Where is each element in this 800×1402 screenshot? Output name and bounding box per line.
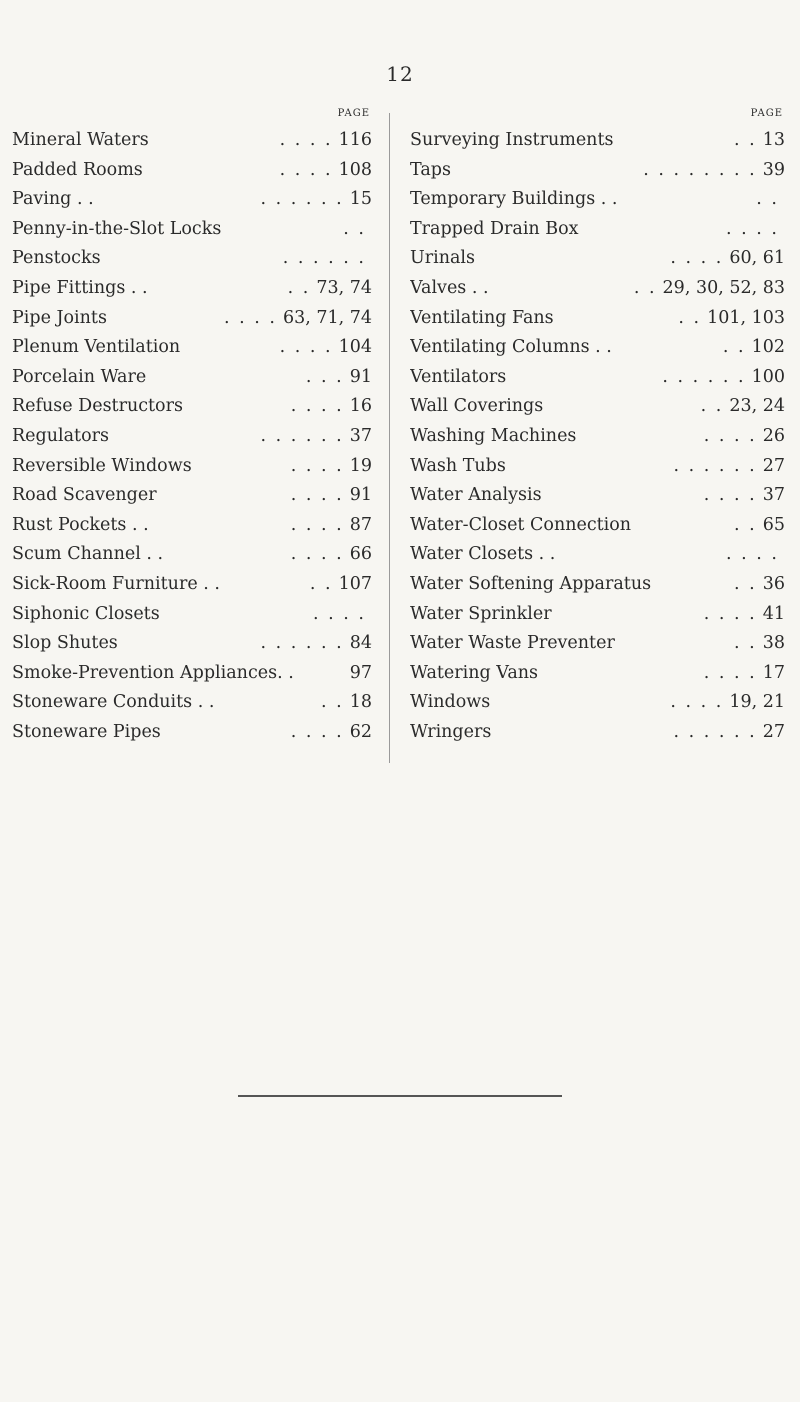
- entry-name: Plenum Ventilation: [12, 337, 181, 358]
- index-entry: [12, 604, 372, 634]
- index-entry: [12, 367, 372, 397]
- index-entry: [410, 130, 785, 160]
- entry-page-numbers: 91: [349, 485, 372, 506]
- index-entry: [410, 692, 785, 722]
- dot-leader: . . . .: [726, 544, 779, 565]
- entry-name: Watering Vans: [410, 662, 539, 683]
- entry-name: Pipe Fittings . .: [12, 277, 148, 298]
- entry-page-numbers: 104: [338, 337, 372, 358]
- dot-leader: . .: [700, 396, 724, 417]
- entry-name: Road Scavenger: [12, 485, 157, 506]
- index-entry: [12, 130, 372, 160]
- entry-page-numbers: 23, 24: [729, 396, 785, 417]
- entry-name: Ventilators: [410, 366, 507, 387]
- dot-leader: . . . . . .: [662, 366, 746, 387]
- entry-name: Paving . .: [12, 189, 94, 210]
- entry-name: Urinals: [410, 248, 475, 269]
- index-entry: [12, 515, 372, 545]
- entry-page-numbers: 16: [349, 396, 372, 417]
- entry-name: Smoke-Prevention Appliances. .: [12, 662, 294, 683]
- dot-leader: . . . . . . . .: [643, 159, 757, 180]
- index-entry: [12, 189, 372, 219]
- entry-name: Temporary Buildings . .: [410, 189, 618, 210]
- entry-page-numbers: 15: [349, 189, 372, 210]
- entry-name: Sick-Room Furniture . .: [12, 573, 220, 594]
- entry-page-numbers: 38: [762, 633, 785, 654]
- entry-name: Penny-in-the-Slot Locks: [12, 218, 222, 239]
- dot-leader: . . . .: [279, 337, 333, 358]
- dot-leader: . .: [734, 130, 757, 150]
- dot-leader: . .: [734, 573, 757, 594]
- dot-leader: . . . .: [290, 544, 344, 565]
- entry-page-numbers: 101, 103: [707, 307, 785, 328]
- entry-page-numbers: 66: [349, 544, 372, 565]
- entry-name: Ventilating Columns . .: [410, 337, 612, 358]
- entry-name: Mineral Waters: [12, 130, 149, 150]
- entry-name: Water Waste Preventer: [410, 633, 615, 654]
- entry-name: Ventilating Fans: [410, 307, 554, 328]
- dot-leader: . . . .: [223, 307, 277, 328]
- entry-page-numbers: 107: [338, 573, 372, 594]
- entry-name: Rust Pockets . .: [12, 514, 149, 535]
- index-entry: [12, 692, 372, 722]
- dot-leader: . . . . . .: [282, 248, 366, 269]
- index-entry: [12, 544, 372, 574]
- dot-leader: . . . .: [726, 218, 779, 239]
- entry-page-numbers: 62: [349, 721, 372, 742]
- index-entry: [410, 367, 785, 397]
- dot-leader: . . . .: [313, 603, 366, 624]
- entry-name: Surveying Instruments: [410, 130, 614, 150]
- entry-name: Scum Channel . .: [12, 544, 164, 565]
- entry-name: Wall Coverings: [410, 396, 544, 417]
- dot-leader: . .: [734, 633, 757, 654]
- entry-name: Padded Rooms: [12, 159, 143, 180]
- dot-leader: . . . .: [703, 662, 757, 683]
- dot-leader: . . . . . .: [260, 633, 344, 654]
- index-entry: [12, 396, 372, 426]
- entry-name: Refuse Destructors: [12, 396, 183, 417]
- entry-name: Stoneware Conduits . .: [12, 692, 215, 713]
- dot-leader: . . . .: [290, 485, 344, 506]
- dot-leader: . . . .: [290, 455, 344, 476]
- entry-page-numbers: 63, 71, 74: [282, 307, 372, 328]
- entry-page-numbers: 73, 74: [316, 277, 372, 298]
- entry-page-numbers: 102: [751, 337, 785, 358]
- index-entry: [12, 574, 372, 604]
- entry-page-numbers: 116: [338, 130, 372, 150]
- dot-leader: . . . . . .: [673, 455, 757, 476]
- index-entry: [410, 456, 785, 486]
- entry-page-numbers: 41: [762, 603, 785, 624]
- index-entry: [410, 337, 785, 367]
- entry-name: Valves . .: [410, 277, 489, 298]
- index-column-right: [410, 108, 785, 751]
- index-entry-list: [12, 130, 372, 751]
- column-divider: [389, 113, 390, 763]
- dot-leader: . . . .: [670, 248, 724, 269]
- index-entry: [12, 485, 372, 515]
- page-column-heading: PAGE: [337, 108, 370, 119]
- index-entry: [410, 396, 785, 426]
- index-entry: [410, 248, 785, 278]
- dot-leader: . .: [633, 277, 657, 298]
- entry-name: Wringers: [410, 721, 492, 742]
- entry-page-numbers: 26: [762, 425, 785, 446]
- index-entry: [12, 426, 372, 456]
- index-entry: [410, 160, 785, 190]
- dot-leader: . . . . . .: [673, 721, 757, 742]
- entry-page-numbers: 100: [751, 366, 785, 387]
- index-entry: [12, 456, 372, 486]
- index-entry: [410, 308, 785, 338]
- index-entry: [12, 663, 372, 693]
- entry-page-numbers: 36: [762, 573, 785, 594]
- entry-page-numbers: 37: [349, 425, 372, 446]
- dot-leader: . .: [309, 573, 333, 594]
- entry-page-numbers: 108: [338, 159, 372, 180]
- index-entry: [410, 278, 785, 308]
- entry-page-numbers: 27: [762, 721, 785, 742]
- entry-page-numbers: 87: [349, 514, 372, 535]
- dot-leader: . .: [734, 514, 757, 535]
- dot-leader: . . . .: [703, 603, 757, 624]
- dot-leader: . . .: [305, 366, 344, 387]
- entry-name: Regulators: [12, 425, 109, 446]
- index-entry: [410, 663, 785, 693]
- entry-name: Reversible Windows: [12, 455, 192, 476]
- entry-name: Water Softening Apparatus: [410, 573, 652, 594]
- dot-leader: . .: [678, 307, 702, 328]
- entry-name: Slop Shutes: [12, 633, 118, 654]
- index-entry: [410, 189, 785, 219]
- index-entry: [410, 633, 785, 663]
- page-column-heading: PAGE: [750, 108, 783, 119]
- entry-page-numbers: 17: [762, 662, 785, 683]
- dot-leader: . .: [321, 692, 344, 713]
- index-entry: [410, 485, 785, 515]
- dot-leader: . . . .: [290, 514, 344, 535]
- dot-leader: . .: [756, 189, 779, 210]
- index-entry: [410, 515, 785, 545]
- index-entry: [12, 633, 372, 663]
- entry-name: Wash Tubs: [410, 455, 506, 476]
- entry-page-numbers: 19: [349, 455, 372, 476]
- page-number: 12: [386, 62, 414, 86]
- dot-leader: . . . .: [290, 396, 344, 417]
- index-entry: [12, 278, 372, 308]
- dot-leader: . . . .: [703, 425, 757, 446]
- index-entry: [12, 722, 372, 752]
- dot-leader: . . . .: [703, 485, 757, 506]
- entry-name: Penstocks: [12, 248, 101, 269]
- dot-leader: . . . .: [290, 721, 344, 742]
- index-entry: [12, 308, 372, 338]
- entry-name: Stoneware Pipes: [12, 721, 161, 742]
- entry-page-numbers: 97: [349, 662, 372, 683]
- dot-leader: . .: [287, 277, 311, 298]
- index-entry: [410, 574, 785, 604]
- entry-name: Water Sprinkler: [410, 603, 552, 624]
- index-entry: [410, 604, 785, 634]
- entry-name: Taps: [410, 159, 451, 180]
- dot-leader: . . . . . .: [260, 425, 344, 446]
- entry-name: Porcelain Ware: [12, 366, 147, 387]
- entry-name: Water-Closet Connection: [410, 514, 632, 535]
- entry-page-numbers: 91: [349, 366, 372, 387]
- index-entry-list: [410, 130, 785, 751]
- entry-page-numbers: 65: [762, 514, 785, 535]
- dot-leader: . . . . . .: [260, 189, 344, 210]
- index-entry: [12, 337, 372, 367]
- bottom-rule: [238, 1095, 562, 1097]
- dot-leader: . .: [343, 218, 366, 239]
- entry-page-numbers: 27: [762, 455, 785, 476]
- dot-leader: . . . .: [670, 692, 724, 713]
- dot-leader: . . . .: [279, 130, 333, 150]
- entry-page-numbers: 84: [349, 633, 372, 654]
- entry-page-numbers: 37: [762, 485, 785, 506]
- index-entry: [12, 160, 372, 190]
- entry-page-numbers: 13: [762, 130, 785, 150]
- entry-name: Pipe Joints: [12, 307, 107, 328]
- entry-name: Siphonic Closets: [12, 603, 160, 624]
- index-entry: [12, 219, 372, 249]
- entry-name: Water Analysis: [410, 485, 542, 506]
- entry-name: Trapped Drain Box: [410, 218, 579, 239]
- dot-leader: . . . .: [279, 159, 333, 180]
- dot-leader: . .: [722, 337, 746, 358]
- entry-page-numbers: 19, 21: [729, 692, 785, 713]
- index-entry: [410, 426, 785, 456]
- entry-name: Water Closets . .: [410, 544, 556, 565]
- entry-page-numbers: 60, 61: [729, 248, 785, 269]
- entry-page-numbers: 18: [349, 692, 372, 713]
- entry-page-numbers: 29, 30, 52, 83: [662, 277, 785, 298]
- index-column-left: [12, 108, 372, 751]
- index-entry: [410, 219, 785, 249]
- index-entry: [410, 722, 785, 752]
- index-entry: [410, 544, 785, 574]
- entry-name: Washing Machines: [410, 425, 577, 446]
- entry-page-numbers: 39: [762, 159, 785, 180]
- entry-name: Windows: [410, 692, 491, 713]
- index-entry: [12, 248, 372, 278]
